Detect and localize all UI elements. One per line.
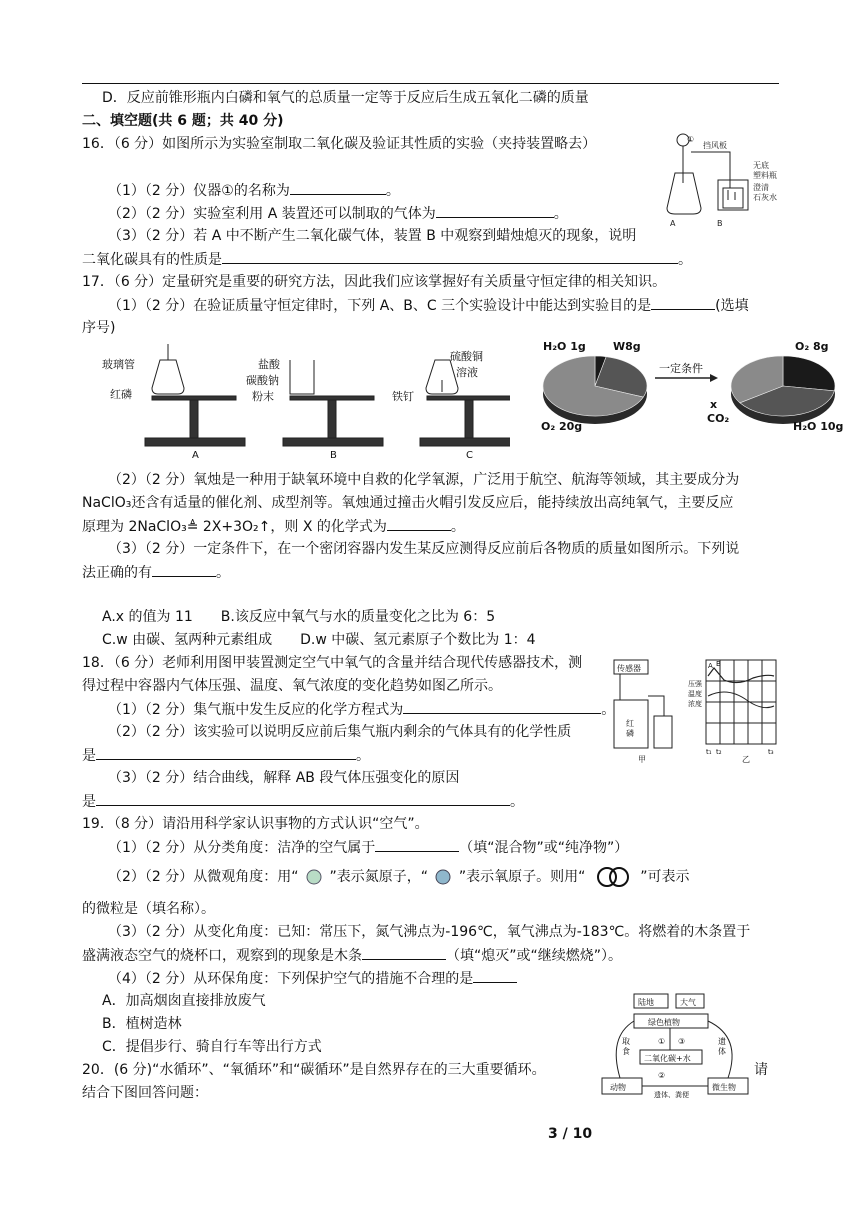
pie-label-co2: CO₂	[707, 412, 730, 425]
q16-p3a: （3）（2 分）若 A 中不断产生二氧化碳气体，装置 B 中观察到蜡烛熄灭的现象，说明	[108, 228, 637, 244]
q16-p3b: 二氧化碳具有的性质是 。	[82, 249, 692, 270]
molecule-icon	[590, 866, 636, 888]
c2-label: ②	[658, 1071, 666, 1080]
q17-p1a: （1）（2 分）在验证质量守恒定律时，下列 A、B、C 三个实验设计中能达到实验目的是 (选填	[108, 295, 749, 316]
q16-stem: 16．（6 分）如图所示为实验室制取二氧化碳及验证其性质的实验（夹持装置略去）	[82, 136, 597, 152]
sensor-label: 传感器	[617, 664, 641, 673]
pie-label-o2-before: O₂ 20g	[541, 420, 583, 433]
animals-label: 动物	[610, 1083, 626, 1092]
answer-blank[interactable]	[222, 249, 678, 264]
q18-p3a: （3）（2 分）结合曲线，解释 AB 段气体压强变化的原因	[108, 770, 460, 786]
label-a: A	[670, 219, 676, 228]
q19-p3a: （3）（2 分）从变化角度：已知：常压下，氮气沸点为-196℃，氧气沸点为-183℃。将燃着的木条置于	[108, 924, 751, 940]
plants-label: 绿色植物	[648, 1018, 680, 1027]
c3-label: ③	[678, 1037, 686, 1046]
land-label: 陆地	[638, 998, 654, 1007]
eat1-label: 取	[622, 1037, 630, 1046]
t3-label: t₃	[768, 748, 774, 756]
pie-label-o2-after: O₂ 8g	[795, 340, 829, 353]
q20-stem1b: 请	[754, 1062, 768, 1078]
label-bottle2: 塑料瓶	[753, 171, 777, 180]
q18-p2b: 是 。	[82, 745, 370, 766]
phos-label: 磷	[626, 729, 634, 738]
q17-pie-figure	[535, 338, 845, 438]
q19-p4: （4）（2 分）从环保角度：下列保护空气的措施不合理的是	[108, 968, 517, 989]
q17-p2a: （2）（2 分）氧烛是一种用于缺氧环境中自救的化学氧源，广泛用于航空、航海等领域，其主要成分为	[108, 472, 740, 488]
answer-blank[interactable]	[375, 837, 459, 852]
q19-stem: 19．（8 分）请沿用科学家认识事物的方式认识“空气”。	[82, 816, 429, 832]
figA-l1: 玻璃管	[102, 358, 135, 371]
label-bottle1: 无底	[753, 161, 769, 170]
figC-l3: 铁钉	[392, 390, 414, 403]
q17-opt-cd: C.w 由碳、氢两种元素组成 D.w 中碳、氢元素原子个数比为 1：4	[102, 632, 536, 648]
q18-figure	[608, 656, 780, 766]
figA-l2: 红磷	[110, 388, 132, 401]
q18-p3b: 是 。	[82, 791, 524, 812]
q17-p2c: 原理为 2NaClO₃≜ 2X+3O₂↑，则 X 的化学式为 。	[82, 516, 465, 537]
answer-blank[interactable]	[473, 968, 517, 983]
q17-p2b: NaClO₃还含有适量的催化剂、成型剂等。氧烛通过撞击火帽引发反应后，能持续放出高纯氧气，主要反应	[82, 495, 734, 511]
y3-label: 浓度	[688, 700, 702, 708]
figB-l3: 粉末	[252, 390, 274, 403]
q20-stem1: 20．(6 分)“水循环”、“氧循环”和“碳循环”是自然界存在的三大重要循环。	[82, 1062, 546, 1078]
q19-p3b: 盛满液态空气的烧杯口，观察到的现象是木条 （填“熄灭”或“继续燃烧”）。	[82, 945, 622, 966]
pie-label-h2o-before: H₂O 1g	[543, 340, 586, 353]
q17-p1c: 序号)	[82, 320, 116, 336]
q17-balance-figures	[100, 338, 510, 458]
answer-blank[interactable]	[152, 562, 216, 577]
q17-opt-ab: A.x 的值为 11 B.该反应中氧气与水的质量变化之比为 6：5	[102, 609, 496, 625]
pie-label-x: x	[710, 398, 718, 411]
answer-blank[interactable]	[651, 295, 715, 310]
figC-l2: 溶液	[456, 366, 478, 379]
q18-p1: （1）（2 分）集气瓶中发生反应的化学方程式为 。	[108, 699, 615, 720]
figA-cap: A	[192, 450, 199, 458]
q19-opt-a: A．加高烟囱直接排放废气	[102, 993, 266, 1009]
answer-blank[interactable]	[362, 945, 446, 960]
label-baffle: 挡风板	[703, 141, 727, 150]
remain1-label: 遗	[718, 1037, 726, 1046]
answer-blank[interactable]	[96, 745, 356, 760]
eat2-label: 食	[622, 1047, 630, 1056]
a-label: A	[708, 662, 713, 670]
y1-label: 压强	[688, 680, 702, 688]
q20-stem2: 结合下图回答问题：	[82, 1085, 208, 1101]
q20-cycle-figure	[600, 992, 750, 1098]
red-label: 红	[626, 719, 634, 728]
figC-l1: 硫酸铜	[450, 350, 483, 363]
label-lime2: 石灰水	[753, 193, 777, 202]
q18-stem2: 得过程中容器内气体压强、温度、氧气浓度的变化趋势如图乙所示。	[82, 678, 502, 694]
b-label: B	[716, 660, 721, 668]
oxygen-atom-icon	[432, 869, 454, 885]
q19-opt-b: B．植树造林	[102, 1016, 182, 1032]
pie-label-h2o-after: H₂O 10g	[793, 420, 844, 433]
header-rule	[82, 83, 779, 84]
microbes-label: 微生物	[712, 1083, 736, 1092]
pie-arrow-label: 一定条件	[659, 362, 703, 375]
pie-label-w-before: W8g	[613, 340, 641, 353]
figC-cap: C	[466, 450, 473, 458]
q19-p1: （1）（2 分）从分类角度：洁净的空气属于 （填“混合物”或“纯净物”）	[108, 837, 628, 858]
q19-p2: （2）（2 分）从微观角度：用“ ”表示氮原子，“ ”表示氧原子。则用“ ”可表示	[108, 866, 690, 888]
label-lime1: 澄清	[753, 183, 769, 192]
q17-stem: 17．（6 分）定量研究是重要的研究方法，因此我们应该掌握好有关质量守恒定律的相关知识。	[82, 274, 667, 290]
answer-blank[interactable]	[290, 180, 386, 195]
answer-blank[interactable]	[436, 203, 554, 218]
center-label: 二氧化碳+水	[644, 1054, 691, 1063]
q18-p2a: （2）（2 分）该实验可以说明反应前后集气瓶内剩余的气体具有的化学性质	[108, 724, 572, 740]
yi-label: 乙	[742, 755, 750, 764]
bottom-label: 遗体、粪便	[654, 1091, 689, 1098]
q18-stem1: 18．（6 分）老师利用图甲装置测定空气中氧气的含量并结合现代传感器技术，测	[82, 655, 583, 671]
pie-slice-O₂	[783, 356, 835, 391]
remain2-label: 体	[718, 1047, 726, 1056]
figB-l1: 盐酸	[258, 358, 280, 371]
figB-l2: 碳酸钠	[246, 374, 279, 387]
c1-label: ①	[658, 1037, 666, 1046]
q19-opt-c: C．提倡步行、骑自行车等出行方式	[102, 1039, 322, 1055]
answer-blank[interactable]	[96, 791, 510, 806]
q16-p1: （1）（2 分）仪器①的名称为 。	[108, 180, 400, 201]
section-title: 二、填空题(共 6 题；共 40 分)	[82, 113, 284, 129]
label-b: B	[717, 219, 723, 228]
jia-label: 甲	[638, 755, 646, 764]
q16-p2: （2）（2 分）实验室利用 A 装置还可以制取的气体为 。	[108, 203, 568, 224]
option-d: D．反应前锥形瓶内白磷和氧气的总质量一定等于反应后生成五氧化二磷的质量	[102, 90, 589, 106]
page-number: 3 / 10	[548, 1126, 593, 1142]
q19-p2e: 的微粒是（填名称）。	[82, 901, 215, 917]
answer-blank[interactable]	[403, 699, 601, 714]
answer-blank[interactable]	[387, 516, 451, 531]
y2-label: 温度	[688, 690, 702, 698]
t1-label: t₁	[706, 748, 712, 756]
q16-apparatus-figure	[655, 128, 780, 228]
nitrogen-atom-icon	[303, 869, 325, 885]
q17-p3b: 法正确的有 。	[82, 562, 230, 583]
q17-p3a: （3）（2 分）一定条件下，在一个密闭容器内发生某反应测得反应前后各物质的质量如图所示。下列说	[108, 541, 740, 557]
label-circle: ①	[687, 135, 695, 144]
air-label: 大气	[680, 998, 696, 1007]
t2-label: t₂	[716, 748, 722, 756]
figB-cap: B	[330, 450, 337, 458]
